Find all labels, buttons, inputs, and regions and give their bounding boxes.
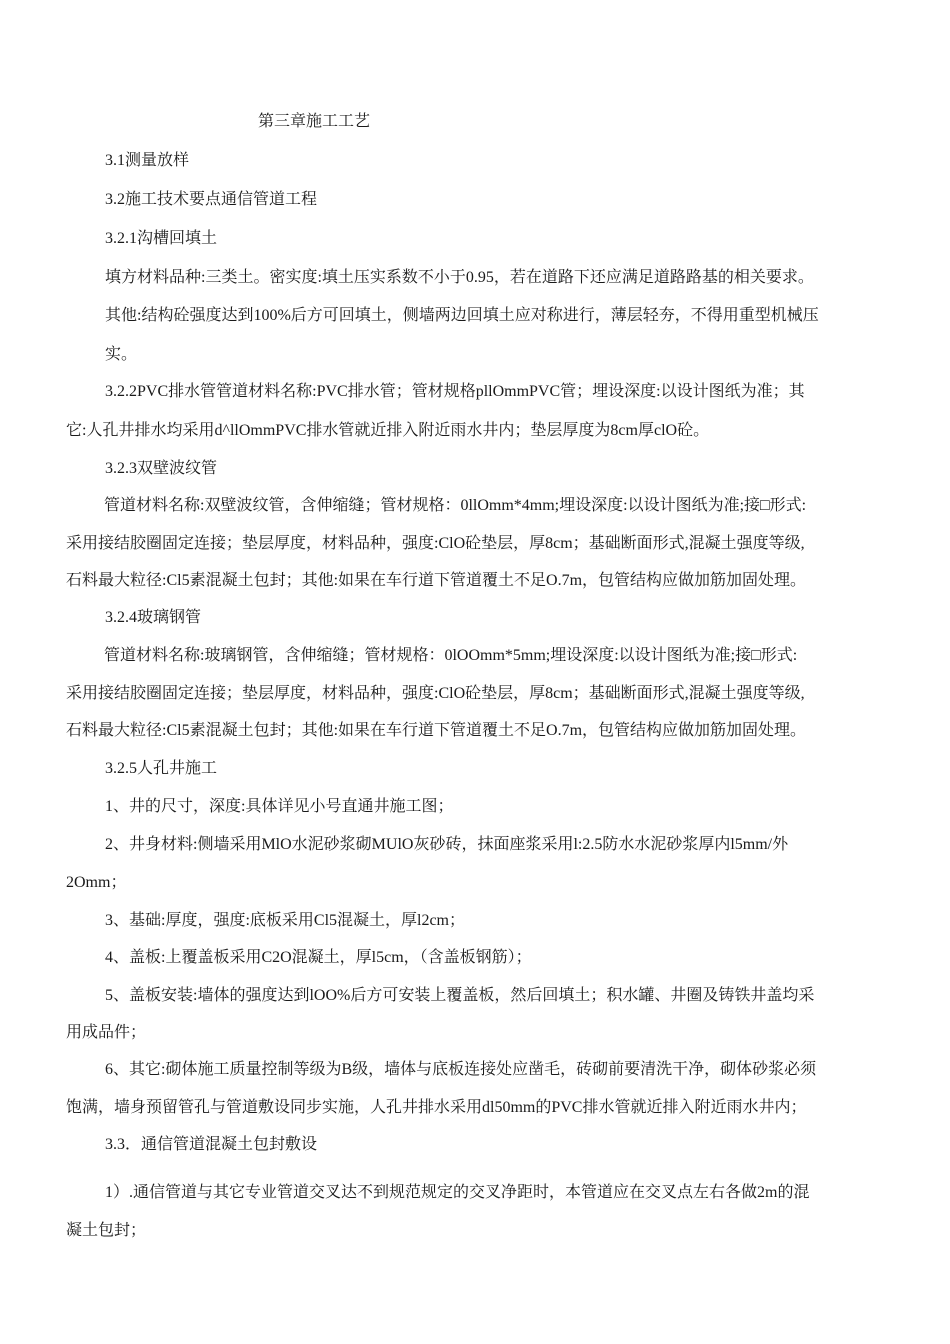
list-item: 6、其它:砌体施工质量控制等级为B级，墙体与底板连接处应凿毛，砖砌前要清洗干净，砌体砂浆必须 <box>105 1061 817 1078</box>
paragraph-line: 管道材料名称:双壁波纹管，含伸缩缝；管材规格：0llOmm*4mm;埋设深度:以设计图纸为准;接□形式: <box>104 497 807 514</box>
paragraph-line: 石料最大粒径:Cl5素混凝土包封；其他:如果在车行道下管道覆土不足O.7m，包管结构应做加筋加固处理。 <box>66 722 807 739</box>
list-item: 5、盖板安装:墙体的强度达到lOO%后方可安装上覆盖板，然后回填土；积水罐、井圈及铸铁井盖均采 <box>105 987 815 1004</box>
chapter-title: 第三章施工工艺 <box>258 113 371 130</box>
list-item: 1、井的尺寸，深度:具体详见小号直通井施工图； <box>105 798 454 815</box>
paragraph-line: 它:人孔井排水均采用d^llOmmPVC排水管就近排入附近雨水井内；垫层厚度为8cm厚clO砼。 <box>66 422 710 439</box>
list-item-continuation: 饱满，墙身预留管孔与管道敷设同步实施，人孔井排水采用dl50mm的PVC排水管就近排入附近雨水井内； <box>66 1099 807 1116</box>
paragraph-line: 采用接结胶圈固定连接；垫层厚度，材料品种，强度:ClO砼垫层，厚8cm；基础断面形式,混凝土强度等级, <box>66 685 805 702</box>
section-3-1-heading: 3.1测量放样 <box>105 152 190 169</box>
list-item-continuation: 用成品件； <box>66 1024 147 1041</box>
list-item-continuation: 2Omm； <box>66 874 127 891</box>
section-3-2-4-heading: 3.2.4玻璃钢管 <box>105 609 202 626</box>
list-item: 4、盖板:上覆盖板采用C2O混凝土，厚l5cm，（含盖板钢筋）； <box>105 949 532 966</box>
section-3-2-5-heading: 3.2.5人孔井施工 <box>105 760 218 777</box>
paragraph-line: 填方材料品种:三类土。密实度:填土压实系数不小于0.95，若在道路下还应满足道路路基的相关要求。 <box>105 269 814 286</box>
paragraph-line: 管道材料名称:玻璃钢管，含伸缩缝；管材规格：0lOOmm*5mm;埋设深度:以设计图纸为准;接□形式: <box>104 647 798 664</box>
section-3-2-2-paragraph: 3.2.2PVC排水管管道材料名称:PVC排水管；管材规格pllOmmPVC管；埋设深度:以设计图纸为准；其 <box>105 383 805 400</box>
paragraph-line: 实。 <box>105 346 138 363</box>
paragraph-line: 石料最大粒径:Cl5素混凝土包封；其他:如果在车行道下管道覆土不足O.7m，包管结构应做加筋加固处理。 <box>66 572 807 589</box>
paragraph-line: 采用接结胶圈固定连接；垫层厚度，材料品种，强度:ClO砼垫层，厚8cm；基础断面形式,混凝土强度等级, <box>66 535 805 552</box>
list-item: 1）.通信管道与其它专业管道交叉达不到规范规定的交叉净距时，本管道应在交叉点左右各做2m的混 <box>105 1184 810 1201</box>
paragraph-line: 其他:结构砼强度达到100%后方可回填土，侧墙两边回填土应对称进行，薄层轻夯，不得用重型机械压 <box>105 307 819 324</box>
section-3-2-3-heading: 3.2.3双壁波纹管 <box>105 460 218 477</box>
section-3-2-1-heading: 3.2.1沟槽回填土 <box>105 230 218 247</box>
list-item-continuation: 凝土包封； <box>66 1222 147 1239</box>
list-item: 3、基础:厚度，强度:底板采用Cl5混凝土，厚l2cm； <box>105 912 466 929</box>
list-item: 2、井身材料:侧墙采用MlO水泥砂浆砌MUlO灰砂砖，抹面座浆采用l:2.5防水水泥砂浆厚内l5mm/外 <box>105 836 789 853</box>
section-3-2-heading: 3.2施工技术要点通信管道工程 <box>105 191 318 208</box>
section-3-3-heading: 3.3．通信管道混凝土包封敷设 <box>105 1136 318 1153</box>
